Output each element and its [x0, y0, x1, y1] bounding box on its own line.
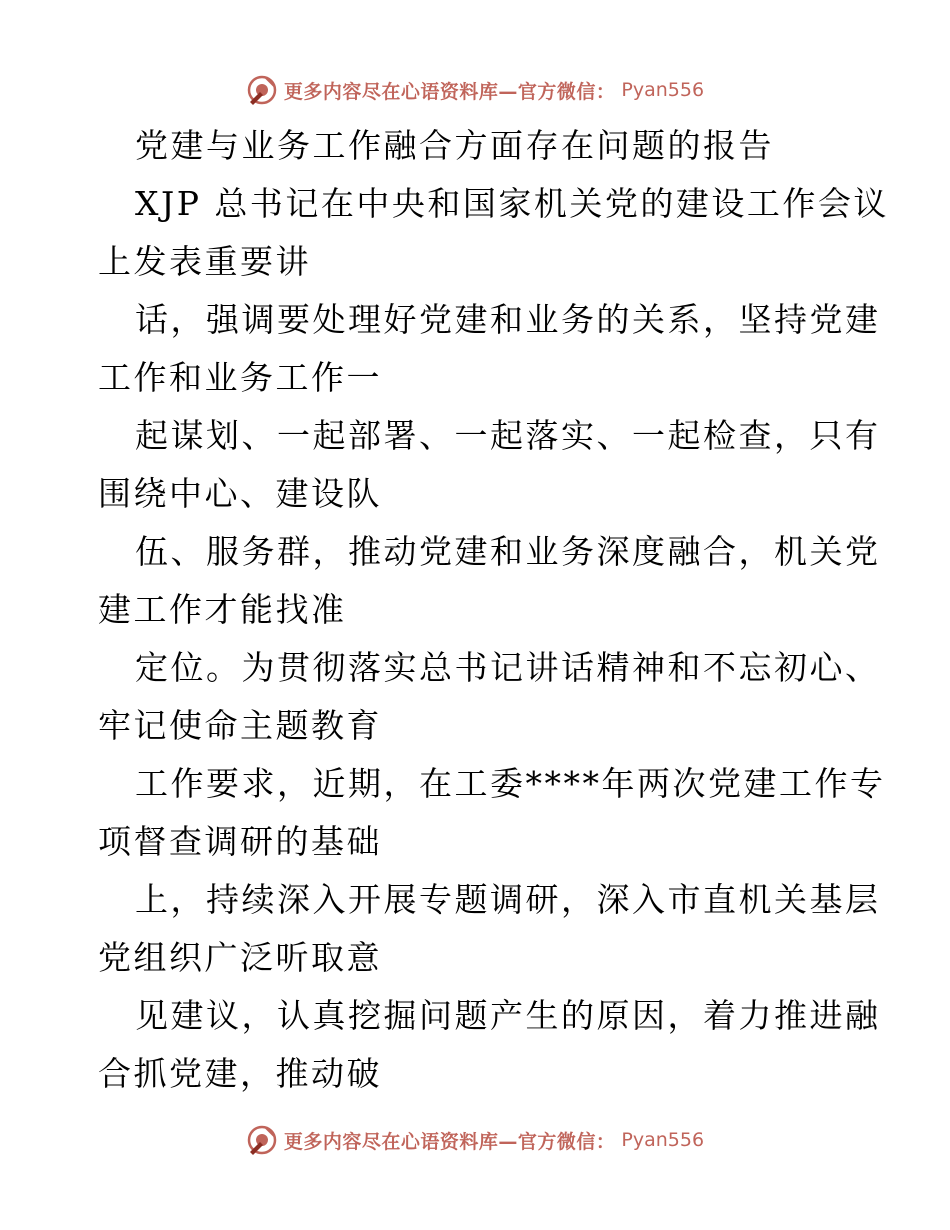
paragraph-line: 上发表重要讲: [98, 242, 311, 281]
banner-wechat-id: Pyan556: [621, 1129, 705, 1151]
pen-logo-icon: [246, 74, 278, 106]
footer-watermark-banner: [0, 1120, 950, 1160]
paragraph-line: 定位。为贯彻落实总书记讲话精神和不忘初心、: [135, 648, 881, 687]
document-title: 党建与业务工作融合方面存在问题的报告: [135, 126, 774, 165]
document-body: [98, 117, 889, 1103]
paragraph-line: 牢记使命主题教育: [98, 706, 382, 745]
paragraph-line: 党组织广泛听取意: [98, 938, 382, 977]
paragraph-line: 伍、服务群，推动党建和业务深度融合，机关党: [135, 532, 881, 571]
paragraph-line: 工作要求，近期，在工委****年两次党建工作专: [135, 764, 886, 803]
paragraph-line: 话，强调要处理好党建和业务的关系，坚持党建: [135, 300, 881, 339]
paragraph-line: 起谋划、一起部署、一起落实、一起检查，只有: [135, 416, 881, 455]
paragraph-line: 围绕中心、建设队: [98, 474, 382, 513]
pen-logo-icon: [246, 1124, 278, 1156]
banner-text: 更多内容尽在心语资料库—官方微信：: [283, 80, 616, 103]
paragraph-line: 建工作才能找准: [98, 590, 347, 629]
banner-text: 更多内容尽在心语资料库—官方微信：: [283, 1130, 616, 1153]
paragraph-line: 见建议，认真挖掘问题产生的原因，着力推进融: [135, 996, 881, 1035]
paragraph-line: 项督查调研的基础: [98, 822, 382, 861]
paragraph-line: 合抓党建，推动破: [98, 1054, 382, 1093]
banner-wechat-id: Pyan556: [621, 79, 705, 101]
paragraph-line: 上，持续深入开展专题调研，深入市直机关基层: [135, 880, 881, 919]
paragraph-line: XJP 总书记在中央和国家机关党的建设工作会议: [135, 184, 889, 223]
header-watermark-banner: [0, 70, 950, 110]
paragraph-line: 工作和业务工作一: [98, 358, 382, 397]
